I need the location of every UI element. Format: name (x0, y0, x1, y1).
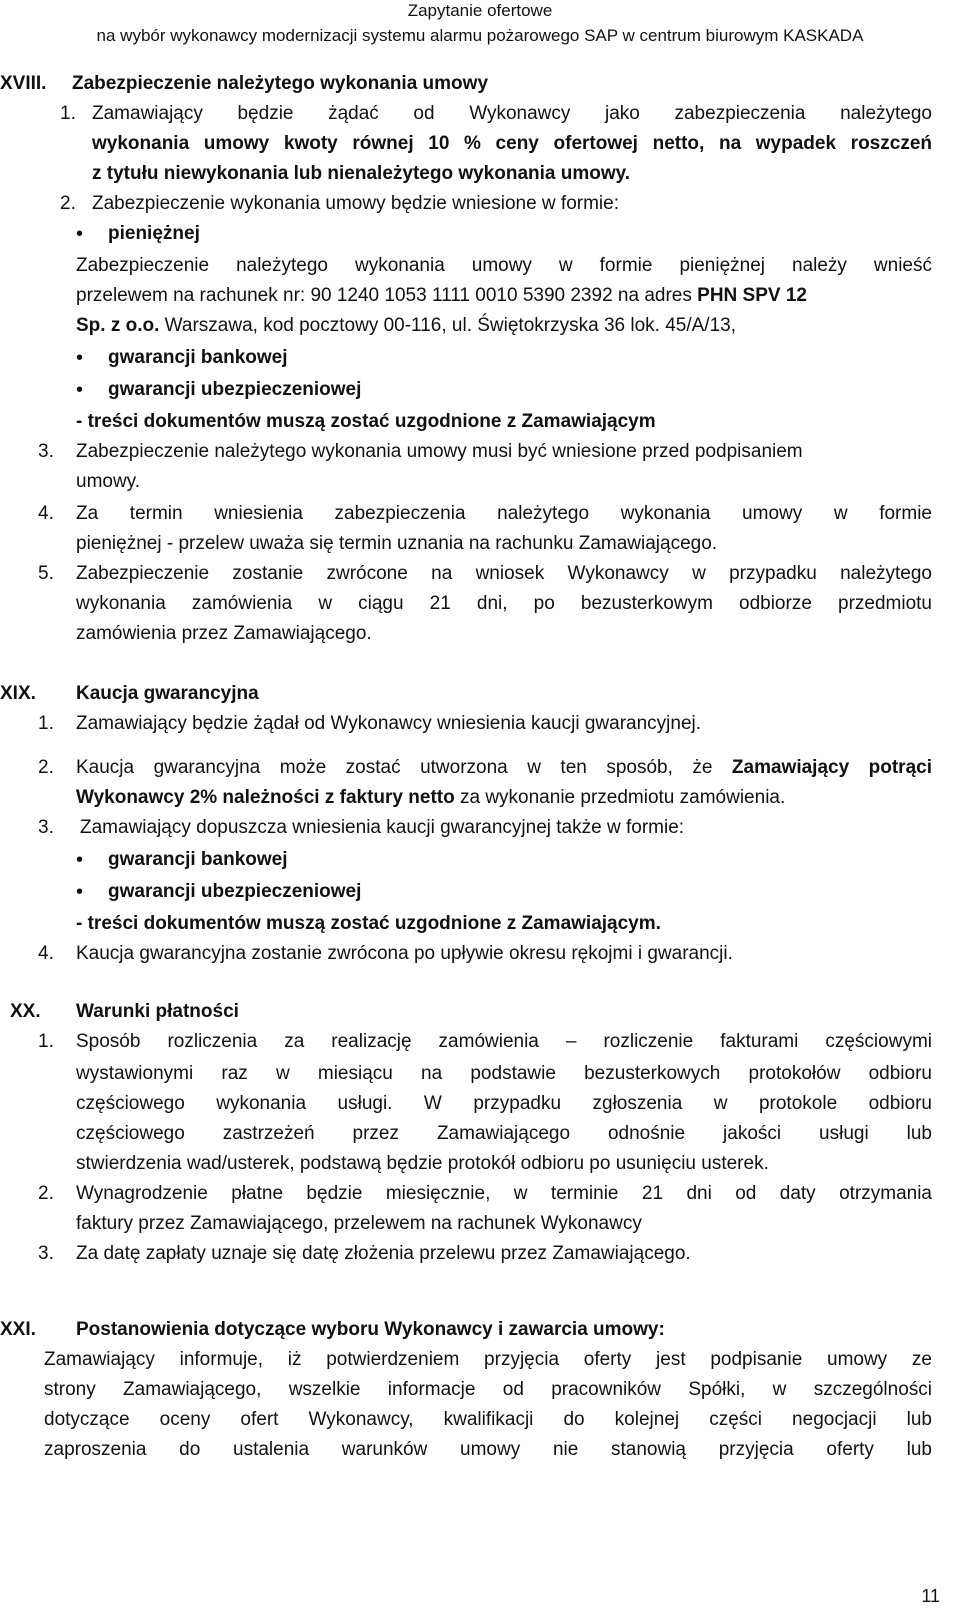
paragraph-line: Zamawiający informuje, iż potwierdzeniem przyjęcia oferty jest podpisanie umowy ze (44, 1349, 932, 1370)
note-text: - treści dokumentów muszą zostać uzgodnione z Zamawiającym (76, 411, 656, 432)
paragraph-line: Zabezpieczenie wykonania umowy będzie wniesione w formie: (92, 193, 619, 214)
paragraph-line: Zabezpieczenie należytego wykonania umowy w formie pieniężnej należy wnieść (76, 255, 932, 276)
paragraph-line: Wykonawcy 2% należności z faktury netto za wykonanie przedmiotu zamówienia. (76, 787, 786, 808)
item-number: 3. (38, 1243, 54, 1264)
header-title: Zapytanie ofertowe (407, 1, 553, 20)
paragraph-line: Zamawiający dopuszcza wniesienia kaucji gwarancyjnej także w formie: (80, 817, 685, 838)
section-number: XX. (10, 1001, 41, 1022)
bullet-text: gwarancji ubezpieczeniowej (108, 379, 362, 400)
header-subtitle: na wybór wykonawcy modernizacji systemu alarmu pożarowego SAP w centrum biurowym KASKADA (96, 26, 864, 45)
section-number: XIX. (0, 683, 36, 704)
item-number: 4. (38, 503, 54, 524)
paragraph-line: Za termin wniesienia zabezpieczenia należytego wykonania umowy w formie (76, 503, 932, 524)
item-number: 4. (38, 943, 54, 964)
paragraph-line: Sposób rozliczenia za realizację zamówienia – rozliczenie fakturami częściowymi (76, 1031, 932, 1052)
paragraph-line: Kaucja gwarancyjna zostanie zwrócona po upływie okresu rękojmi i gwarancji. (76, 943, 733, 964)
item-number: 3. (38, 817, 54, 838)
paragraph-line: Za datę zapłaty uznaje się datę złożenia przelewu przez Zamawiającego. (76, 1243, 691, 1264)
paragraph-line: wykonania zamówienia w ciągu 21 dni, po bezusterkowym odbiorze przedmiotu (76, 593, 932, 614)
paragraph-line: wykonania umowy kwoty równej 10 % ceny ofertowej netto, na wypadek roszczeń (92, 133, 932, 154)
bullet-icon: • (76, 379, 84, 401)
bullet-text: pieniężnej (108, 223, 200, 244)
bullet-text: gwarancji bankowej (108, 849, 288, 870)
bullet-icon: • (76, 223, 84, 245)
paragraph-line: Sp. z o.o. Warszawa, kod pocztowy 00-116, ul. Świętokrzyska 36 lok. 45/A/13, (76, 315, 736, 336)
item-number: 2. (38, 757, 54, 778)
note-text: - treści dokumentów muszą zostać uzgodnione z Zamawiającym. (76, 913, 661, 934)
paragraph-line: Zamawiający będzie żądać od Wykonawcy jako zabezpieczenia należytego (92, 103, 932, 124)
section-title: Kaucja gwarancyjna (76, 683, 259, 704)
item-number: 1. (60, 103, 76, 124)
item-number: 2. (60, 193, 76, 214)
paragraph-line: częściowego zastrzeżeń przez Zamawiającego odnośnie jakości usługi lub (76, 1123, 932, 1144)
paragraph-line: wystawionymi raz w miesiącu na podstawie bezusterkowych protokołów odbioru (76, 1063, 932, 1084)
paragraph-line: Kaucja gwarancyjna może zostać utworzona w ten sposób, że Zamawiający potrąci (76, 757, 932, 778)
item-number: 1. (38, 713, 54, 734)
bullet-icon: • (76, 881, 84, 903)
section-number: XVIII. (0, 73, 47, 94)
section-title: Postanowienia dotyczące wyboru Wykonawcy i zawarcia umowy: (76, 1319, 665, 1340)
paragraph-line: zamówienia przez Zamawiającego. (76, 623, 372, 644)
bullet-text: gwarancji bankowej (108, 347, 288, 368)
paragraph-line: Zabezpieczenie zostanie zwrócone na wniosek Wykonawcy w przypadku należytego (76, 563, 932, 584)
paragraph-line: faktury przez Zamawiającego, przelewem na rachunek Wykonawcy (76, 1213, 642, 1234)
paragraph-line: Zabezpieczenie należytego wykonania umowy musi być wniesione przed podpisaniem (76, 441, 803, 462)
section-number: XXI. (0, 1319, 36, 1340)
paragraph-line: dotyczące oceny ofert Wykonawcy, kwalifikacji do kolejnej części negocjacji lub (44, 1409, 932, 1430)
bullet-icon: • (76, 849, 84, 871)
bullet-text: gwarancji ubezpieczeniowej (108, 881, 362, 902)
item-number: 1. (38, 1031, 54, 1052)
item-number: 3. (38, 441, 54, 462)
paragraph-line: Zamawiający będzie żądał od Wykonawcy wniesienia kaucji gwarancyjnej. (76, 713, 702, 734)
section-title: Zabezpieczenie należytego wykonania umowy (72, 73, 489, 94)
item-number: 2. (38, 1183, 54, 1204)
paragraph-line: z tytułu niewykonania lub nienależytego wykonania umowy. (92, 163, 631, 184)
paragraph-line: stwierdzenia wad/usterek, podstawą będzie protokół odbioru po usunięciu usterek. (76, 1153, 769, 1174)
item-number: 5. (38, 563, 54, 584)
page-number: 11 (921, 1586, 940, 1606)
bullet-icon: • (76, 347, 84, 369)
paragraph-line: pieniężnej - przelew uważa się termin uznania na rachunku Zamawiającego. (76, 533, 718, 554)
paragraph-line: przelewem na rachunek nr: 90 1240 1053 1111 0010 5390 2392 na adres PHN SPV 12 (76, 285, 807, 306)
paragraph-line: częściowego wykonania usługi. W przypadku zgłoszenia w protokole odbioru (76, 1093, 932, 1114)
section-title: Warunki płatności (76, 1001, 239, 1022)
paragraph-line: strony Zamawiającego, wszelkie informacje od pracowników Spółki, w szczególności (44, 1379, 932, 1400)
paragraph-line: Wynagrodzenie płatne będzie miesięcznie, w terminie 21 dni od daty otrzymania (76, 1183, 932, 1204)
paragraph-line: umowy. (76, 471, 141, 492)
paragraph-line: zaproszenia do ustalenia warunków umowy nie stanowią przyjęcia oferty lub (44, 1439, 932, 1460)
